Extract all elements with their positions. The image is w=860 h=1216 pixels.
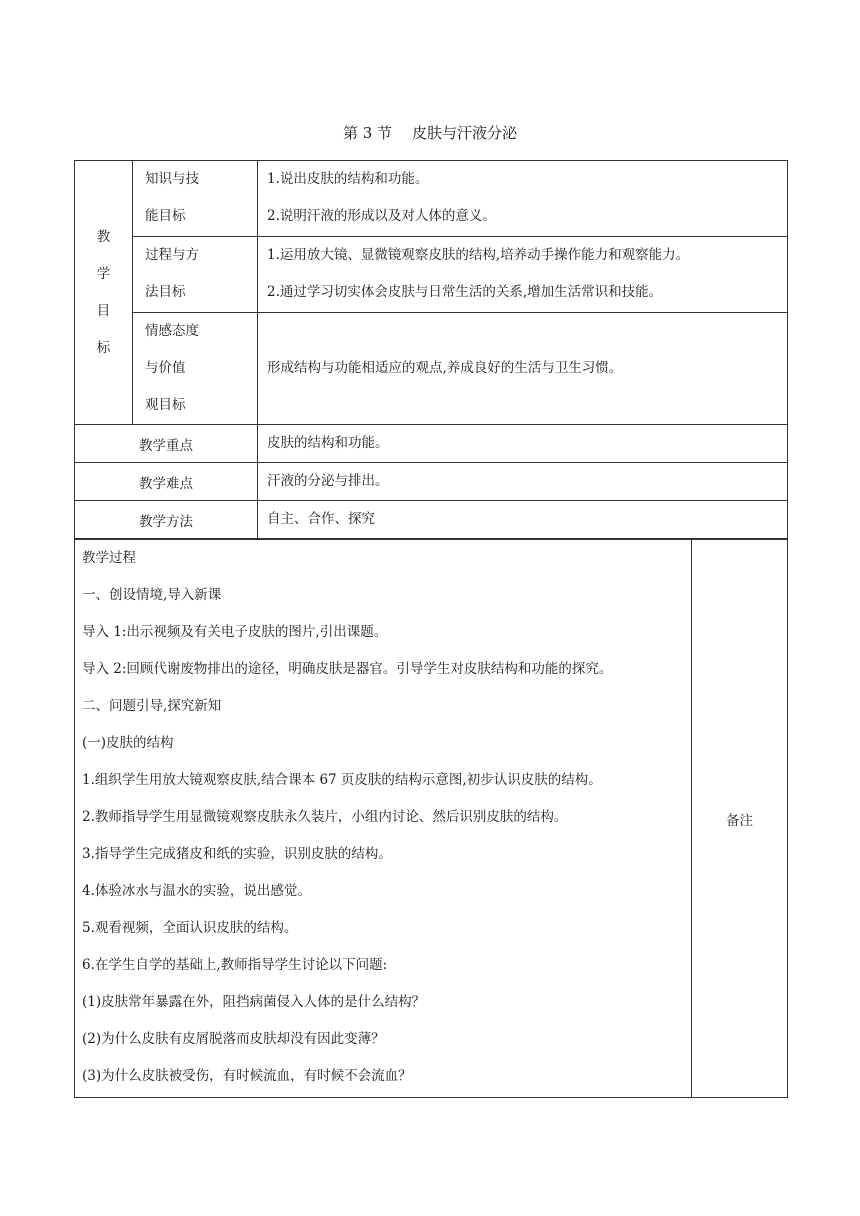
process-line: 二、问题引导,探究新知	[82, 698, 222, 714]
process-line: (3)为什么皮肤被受伤，有时候流血，有时候不会流血？	[82, 1068, 412, 1084]
teaching-focus-value: 皮肤的结构和功能。	[258, 425, 788, 463]
process-line: 教学过程	[82, 550, 136, 566]
section-number: 第 3 节	[342, 124, 393, 142]
process-line: (2)为什么皮肤有皮屑脱落而皮肤却没有因此变薄？	[82, 1031, 385, 1047]
teaching-difficulty-value: 汗液的分泌与排出。	[258, 463, 788, 501]
process-line: (一)皮肤的结构	[82, 735, 174, 751]
objective-content-attitude: 形成结构与功能相适应的观点,养成良好的生活与卫生习惯。	[258, 313, 788, 425]
section-name: 皮肤与汗液分泌	[412, 124, 518, 142]
objectives-group-label: 教 学 目 标	[75, 161, 133, 425]
teaching-focus-label: 教学重点	[75, 425, 258, 463]
process-line: 导入 2:回顾代谢废物排出的途径，明确皮肤是器官。引导学生对皮肤结构和功能的探究。	[82, 661, 613, 677]
process-table	[74, 539, 788, 1098]
process-line: 导入 1:出示视频及有关电子皮肤的图片,引出课题。	[82, 624, 388, 640]
process-line: (1)皮肤常年暴露在外，阻挡病菌侵入人体的是什么结构？	[82, 994, 426, 1010]
process-line: 1.组织学生用放大镜观察皮肤,结合课本 67 页皮肤的结构示意图,初步认识皮肤的结构。	[82, 772, 602, 788]
objective-content-process: 1.运用放大镜、显微镜观察皮肤的结构,培养动手操作能力和观察能力。 2.通过学习切实体会皮肤与日常生活的关系,增加生活常识和技能。	[258, 237, 788, 313]
teaching-method-label: 教学方法	[75, 501, 258, 539]
objective-content-knowledge: 1.说出皮肤的结构和功能。 2.说明汗液的形成以及对人体的意义。	[258, 161, 788, 237]
process-line: 4.体验冰水与温水的实验，说出感觉。	[82, 883, 311, 899]
process-line: 一、创设情境,导入新课	[82, 587, 222, 603]
teaching-method-value: 自主、合作、探究	[258, 501, 788, 539]
process-line: 5.观看视频，全面认识皮肤的结构。	[82, 920, 298, 936]
process-content	[75, 540, 692, 1098]
page-title	[0, 122, 860, 143]
objectives-table	[74, 160, 788, 539]
process-line: 2.教师指导学生用显微镜观察皮肤永久装片，小组内讨论、然后识别皮肤的结构。	[82, 809, 568, 825]
process-line: 6.在学生自学的基础上,教师指导学生讨论以下问题:	[82, 957, 388, 973]
objective-label-attitude: 情感态度 与价值 观目标	[133, 313, 258, 425]
process-line: 3.指导学生完成猪皮和纸的实验，识别皮肤的结构。	[82, 846, 392, 862]
notes-column: 备注	[692, 540, 788, 1098]
teaching-difficulty-label: 教学难点	[75, 463, 258, 501]
objective-label-knowledge: 知识与技 能目标	[133, 161, 258, 237]
objective-label-process: 过程与方 法目标	[133, 237, 258, 313]
